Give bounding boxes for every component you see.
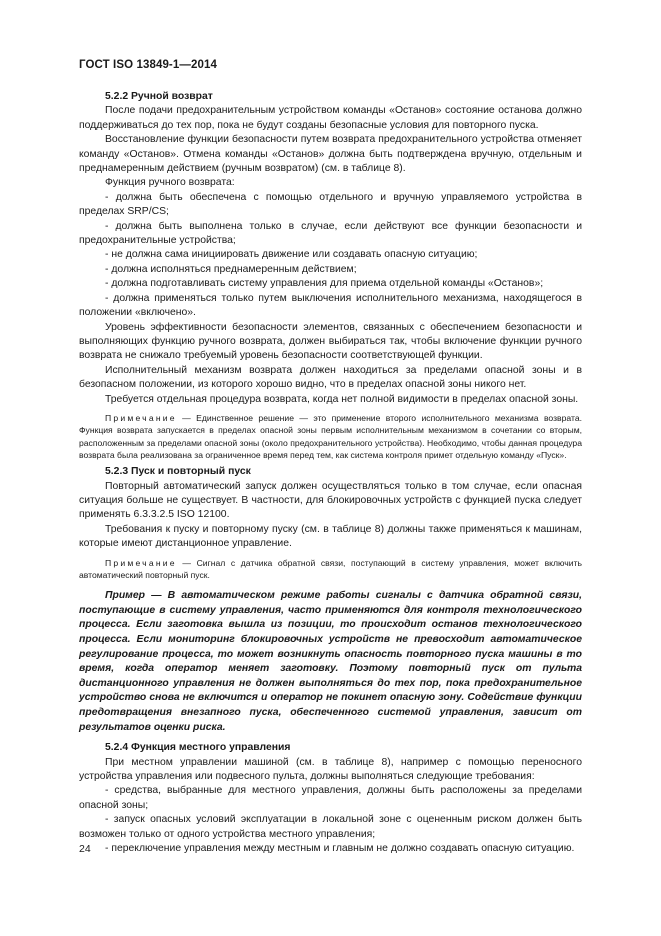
section-heading-5-2-4: 5.2.4 Функция местного управления	[105, 742, 291, 754]
paragraph: Уровень эффективности безопасности элементов, связанных с обеспечением безопасности и выполняющих функцию ручного возврата, должен выбираться так, чтобы включение функции ручного возврата не снижало требуемый уровень безопасности соответствующей функции.	[79, 321, 582, 362]
note-text: — Сигнал с датчика обратной связи, поступающий в систему управления, может включить автоматический повторный пуск.	[79, 557, 582, 580]
note-text: — Единственное решение — это применение второго исполнительного механизма возврата. Функция возврата запускается в пределах опасной зоны первым исполнительным механизмом в сочетании со вторым, расположенным за пределами опасной зоны (около предохранительного устройства). Необходимо, чтобы данная процедура возврата была реализована за ограниченное время перед тем, как система контроля примет отдельную команду «Пуск».	[79, 412, 582, 460]
note	[79, 557, 582, 582]
paragraph: Исполнительный механизм возврата должен находиться за пределами опасной зоны и в безопасном положении, из которого хорошо видно, что в пределах опасной зоны никого нет.	[79, 364, 582, 391]
example-block: Пример — В автоматическом режиме работы сигналы с датчика обратной связи, поступающие в систему управления, часто применяются для контроля технологического процесса. Если заготовка вышла из позиции, то происходит останов технологического процесса. Если мониторинг блокировочных устройств не превосходит автоматическое регулирование процесса, то может возникнуть опасность повторного пуска машины в то время, когда оператор меняет заготовку. Поэтому повторный пуск от пульта дистанционного управления не должен выполняться до тех пор, пока предохранительное устройство снова не включится и оператор не покинет опасную зону. Содействие функции предотвращения внезапного пуска, обеспеченного системой управления, зависит от результатов оценки риска.	[79, 590, 582, 733]
paragraph: Функция ручного возврата:	[105, 177, 235, 189]
section-heading-5-2-3: 5.2.3 Пуск и повторный пуск	[105, 466, 251, 478]
page-number: 24	[79, 843, 91, 855]
section-heading-5-2-2: 5.2.2 Ручной возврат	[105, 91, 213, 102]
list-item: - переключение управления между местным и главным не должно создавать опасную ситуацию.	[105, 842, 575, 854]
paragraph: Повторный автоматический запуск должен осуществляться только в том случае, если опасная ситуация больше не существует. В частности, для блокировочных устройств с функцией пуска следует применять 6.3.3.2.5 ISO 12100.	[79, 480, 582, 521]
list-item: - не должна сама инициировать движение или создавать опасную ситуацию;	[105, 249, 478, 261]
document-body	[79, 90, 582, 856]
list-item: - должна быть обеспечена с помощью отдельного и вручную управляемого устройства в пределах SRP/CS;	[79, 191, 582, 218]
document-header: ГОСТ ISO 13849-1—2014	[79, 59, 217, 71]
list-item: - должна применяться только путем выключения исполнительного механизма, находящегося в положении «включено».	[79, 292, 582, 319]
list-item: - должна быть выполнена только в случае, если действуют все функции безопасности и предохранительные устройства;	[79, 220, 582, 247]
paragraph: Требуется отдельная процедура возврата, когда нет полной видимости в пределах опасной зоны.	[105, 393, 579, 405]
paragraph: После подачи предохранительным устройством команды «Останов» состояние останова должно поддерживаться до тех пор, пока не будут созданы безопасные условия для повторного пуска.	[79, 105, 582, 131]
paragraph: При местном управлении машиной (см. в таблице 8), например с помощью переносного устройства управления или подвесного пульта, должны выполняться следующие требования:	[79, 756, 582, 782]
note-label: Примечание	[105, 412, 177, 423]
list-item: - запуск опасных условий эксплуатации в локальной зоне с оцененным риском должен быть возможен только от одного устройства местного управления;	[79, 814, 582, 840]
list-item: - должна подготавливать систему управления для приема отдельной команды «Останов»;	[105, 278, 544, 290]
list-item: - должна исполняться преднамеренным действием;	[105, 263, 357, 275]
list-item: - средства, выбранные для местного управления, должны быть расположены за пределами опасной зоны;	[79, 785, 582, 811]
paragraph: Восстановление функции безопасности путем возврата предохранительного устройства отменяет команду «Останов». Отмена команды «Останов» должна быть подтверждена вручную, отдельным и преднамеренным действием (ручным возвратом) (см. в таблице 8).	[79, 134, 582, 175]
note	[79, 412, 582, 461]
paragraph: Требования к пуску и повторному пуску (см. в таблице 8) должны также применяться к машинам, которые имеют дистанционное управление.	[79, 523, 582, 550]
note-label: Примечание	[105, 557, 177, 568]
